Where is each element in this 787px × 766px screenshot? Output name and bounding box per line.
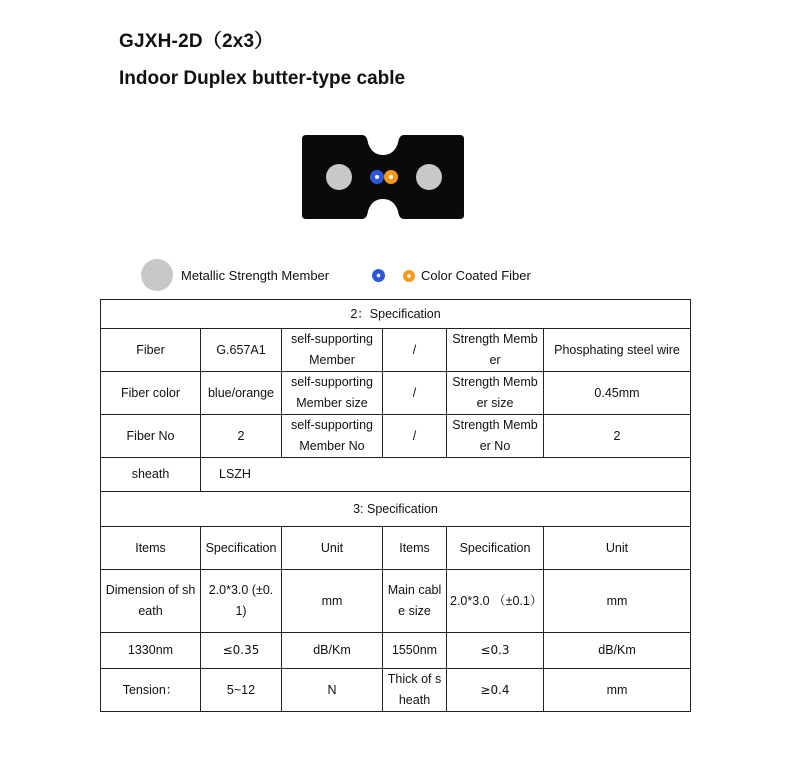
sheath-value: LSZH [201, 458, 691, 492]
table-row [101, 329, 691, 372]
table-cell: mm [544, 570, 691, 633]
table-cell: ≥0.4 [447, 669, 544, 712]
table-cell: Strength Member size [447, 372, 544, 415]
table-cell: ≤0.3 [447, 633, 544, 669]
table2-heading: 3: Specification [101, 492, 691, 527]
metallic-strength-member-label: Metallic Strength Member [181, 268, 330, 283]
table-cell: 2 [544, 415, 691, 458]
table-cell: Fiber color [101, 372, 201, 415]
table-cell: N [282, 669, 383, 712]
orange-fiber-swatch [403, 270, 415, 282]
table-row [101, 415, 691, 458]
table-cell: self-supporting Member size [282, 372, 383, 415]
table-cell: G.657A1 [201, 329, 282, 372]
table-row [101, 372, 691, 415]
table-cell: 1330nm [101, 633, 201, 669]
sheath-label: sheath [101, 458, 201, 492]
table-cell: 1550nm [383, 633, 447, 669]
table-cell: 2 [201, 415, 282, 458]
table-cell: 0.45mm [544, 372, 691, 415]
metallic-strength-member-swatch [141, 259, 173, 291]
table-row [101, 570, 691, 633]
table1-heading: 2：Specification [101, 300, 691, 329]
table-cell: Strength Member No [447, 415, 544, 458]
column-header: Unit [544, 527, 691, 570]
table-header-row [101, 527, 691, 570]
column-header: Items [101, 527, 201, 570]
table-cell: Dimension of sheath [101, 570, 201, 633]
column-header: Specification [447, 527, 544, 570]
blue-fiber-swatch [372, 269, 385, 282]
table-row [101, 669, 691, 712]
table-cell: mm [282, 570, 383, 633]
table-cell: Fiber No [101, 415, 201, 458]
table-cell: dB/Km [544, 633, 691, 669]
page-subtitle: Indoor Duplex butter-type cable [119, 68, 406, 89]
table-cell: blue/orange [201, 372, 282, 415]
color-coated-fiber-label: Color Coated Fiber [421, 268, 531, 283]
table-cell: Main cable size [383, 570, 447, 633]
table-cell: / [383, 415, 447, 458]
column-header: Unit [282, 527, 383, 570]
page-title: GJXH-2D（2x3） [119, 31, 274, 52]
specification-table [100, 299, 691, 712]
column-header: Items [383, 527, 447, 570]
table-row [101, 458, 691, 492]
table-cell: Strength Member [447, 329, 544, 372]
table-cell: / [383, 329, 447, 372]
strength-member-left [326, 164, 352, 190]
table-cell: 2.0*3.0 （±0.1） [447, 570, 544, 633]
table-cell: dB/Km [282, 633, 383, 669]
table-cell: Phosphating steel wire [544, 329, 691, 372]
table-cell: self-supporting Member No [282, 415, 383, 458]
table-cell: mm [544, 669, 691, 712]
table-row [101, 633, 691, 669]
table-cell: self-supporting Member [282, 329, 383, 372]
table-cell: Tension： [101, 669, 201, 712]
strength-member-right [416, 164, 442, 190]
table-cell: 2.0*3.0 (±0.1) [201, 570, 282, 633]
table-cell: ≤0.35 [201, 633, 282, 669]
table-cell: Thick of sheath [383, 669, 447, 712]
table-cell: 5~12 [201, 669, 282, 712]
cable-cross-section-diagram [302, 135, 464, 219]
table-cell: / [383, 372, 447, 415]
column-header: Specification [201, 527, 282, 570]
legend [141, 257, 591, 293]
table-cell: Fiber [101, 329, 201, 372]
